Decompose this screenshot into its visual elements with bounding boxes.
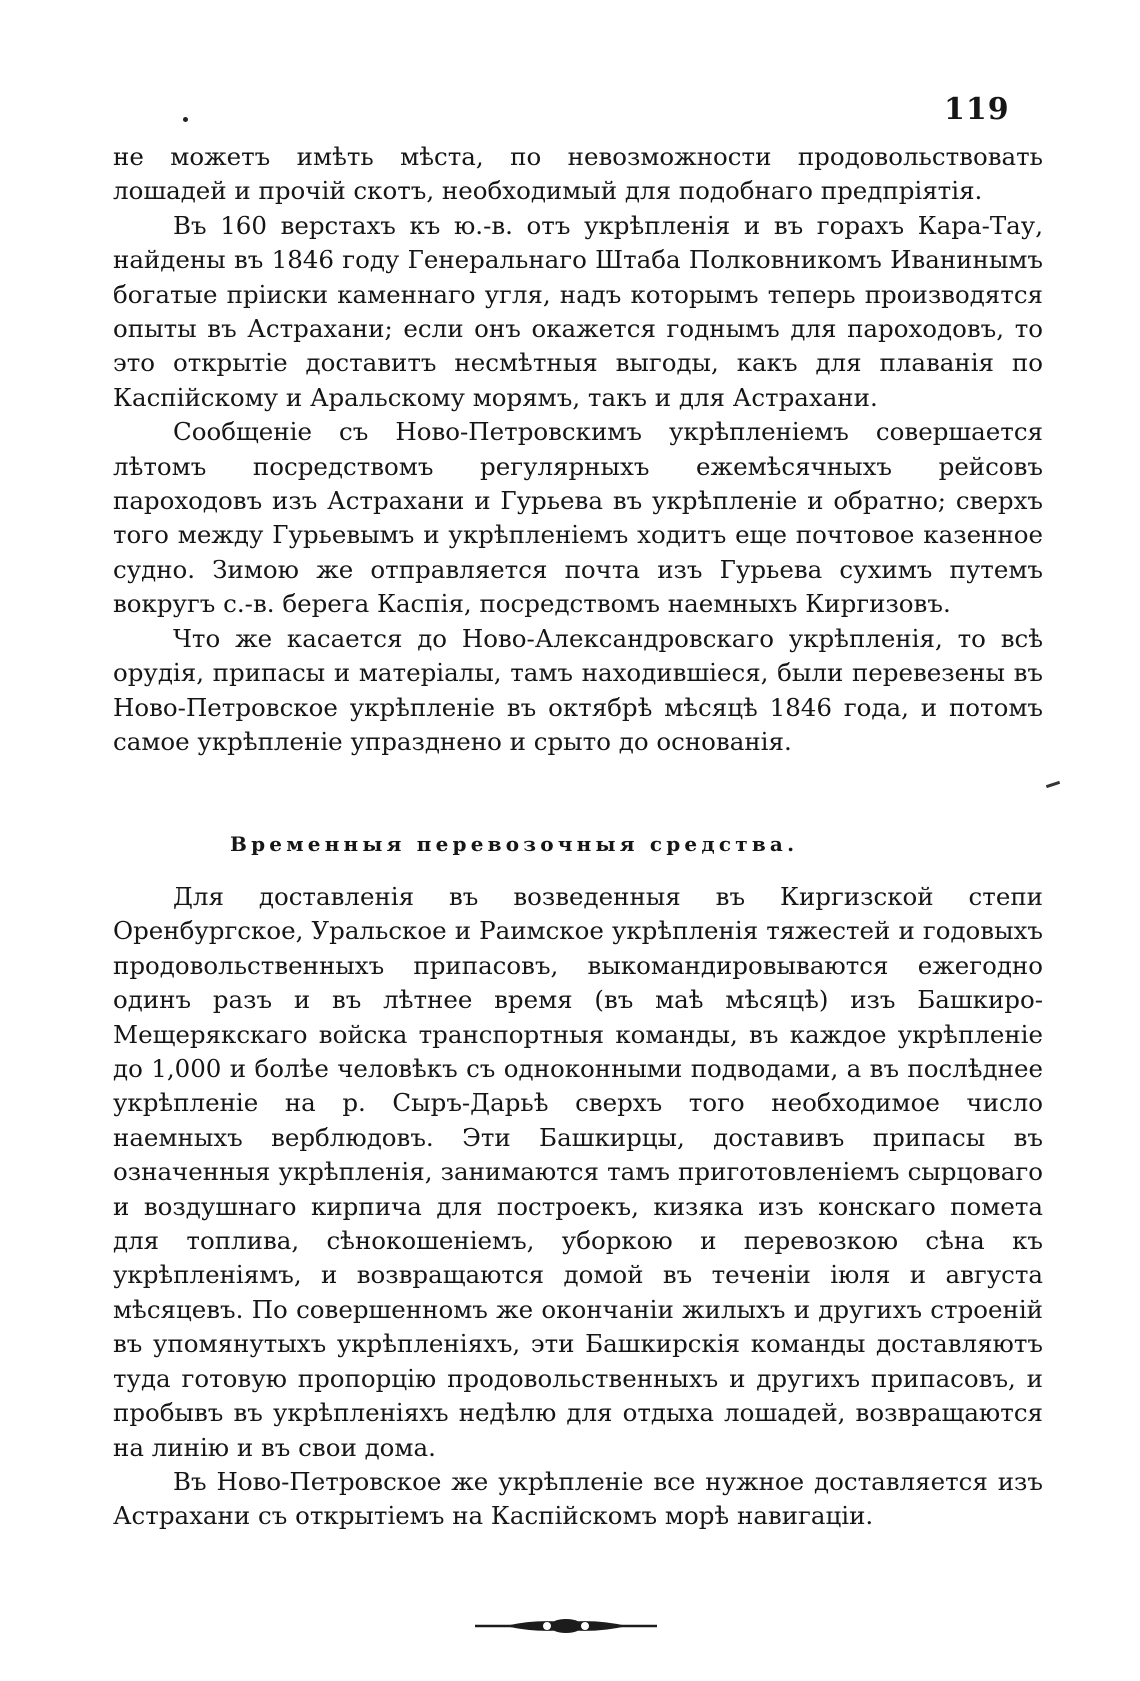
end-ornament bbox=[475, 1617, 657, 1635]
paragraph: Въ 160 верстахъ къ ю.-в. отъ укрѣпленія и въ горахъ Кара-Тау, найдены въ 1846 году Генеральнаго Штаба Полковникомъ Иванинымъ богатые пріиски каменнаго угля, надъ которымъ теперь производятся опыты въ Астрахани; если онъ окажется годнымъ для пароходовъ, то это открытіе доставитъ несмѣтныя выгоды, какъ для плаванія по Каспійскому и Аральскому морямъ, такъ и для Астрахани. bbox=[113, 210, 1043, 412]
paragraph: Въ Ново-Петровское же укрѣпленіе все нужное доставляется изъ Астрахани съ открытіемъ на Каспійскомъ морѣ навигаціи. bbox=[113, 1466, 1043, 1531]
paragraph: Сообщеніе съ Ново-Петровскимъ укрѣпленіемъ совершается лѣтомъ посредствомъ регулярныхъ ежемѣсячныхъ рейсовъ пароходовъ изъ Астрахани и Гурьева въ укрѣпленіе и обратно; сверхъ того между Гурьевымъ и укрѣпленіемъ ходитъ еще почтовое казенное судно. Зимою же отправляется почта изъ Гурьева сухимъ путемъ вокругъ с.-в. берега Каспія, посредствомъ наемныхъ Киргизовъ. bbox=[113, 417, 1043, 619]
page-number: 119 bbox=[944, 92, 1010, 127]
paragraph: Для доставленія въ возведенныя въ Киргизской степи Оренбургское, Уральское и Раимское укрѣпленія тяжестей и годовыхъ продовольственныхъ припасовъ, выкомандировываются ежегодно одинъ разъ и въ лѣтнее время (въ маѣ мѣсяцѣ) изъ Башкиро-Мещерякскаго войска транспортныя команды, въ каждое укрѣпленіе до 1,000 и болѣе человѣкъ съ одноконными подводами, а въ послѣднее укрѣпленіе на р. Сыръ-Дарьѣ сверхъ того необходимое число наемныхъ верблюдовъ. Эти Башкирцы, доставивъ припасы въ означенныя укрѣпленія, занимаются тамъ приготовленіемъ сырцоваго и воздушнаго кирпича для построекъ, кизяка изъ конскаго помета для топлива, сѣнокошеніемъ, уборкою и перевозкою сѣна къ укрѣпленіямъ, и возвращаются домой въ теченіи іюля и августа мѣсяцевъ. По совершенномъ же окончаніи жилыхъ и другихъ строеній въ упомянутыхъ укрѣпленіяхъ, эти Башкирскія команды доставляютъ туда готовую пропорцію продовольственныхъ и другихъ припасовъ, и пробывъ въ укрѣпленіяхъ недѣлю для отдыха лошадей, возвращаются на линію и въ свои дома. bbox=[113, 882, 1043, 1462]
text-block-after-heading bbox=[113, 880, 1043, 1534]
margin-mark bbox=[1046, 781, 1060, 788]
paragraph: не можетъ имѣть мѣста, по невозможности продовольствовать лошадей и прочій скотъ, необходимый для подобнаго предпріятія. bbox=[113, 142, 1043, 206]
text-block-before-heading bbox=[113, 140, 1043, 759]
section-heading: Временныя перевозочныя средства. bbox=[230, 832, 799, 856]
ink-dot bbox=[183, 117, 188, 122]
paragraph: Что же касается до Ново-Александровскаго укрѣпленія, то всѣ орудія, припасы и матеріалы, тамъ находившіеся, были перевезены въ Ново-Петровское укрѣпленіе въ октябрѣ мѣсяцѣ 1846 года, и потомъ самое укрѣпленіе упразднено и срыто до основанія. bbox=[113, 623, 1043, 756]
